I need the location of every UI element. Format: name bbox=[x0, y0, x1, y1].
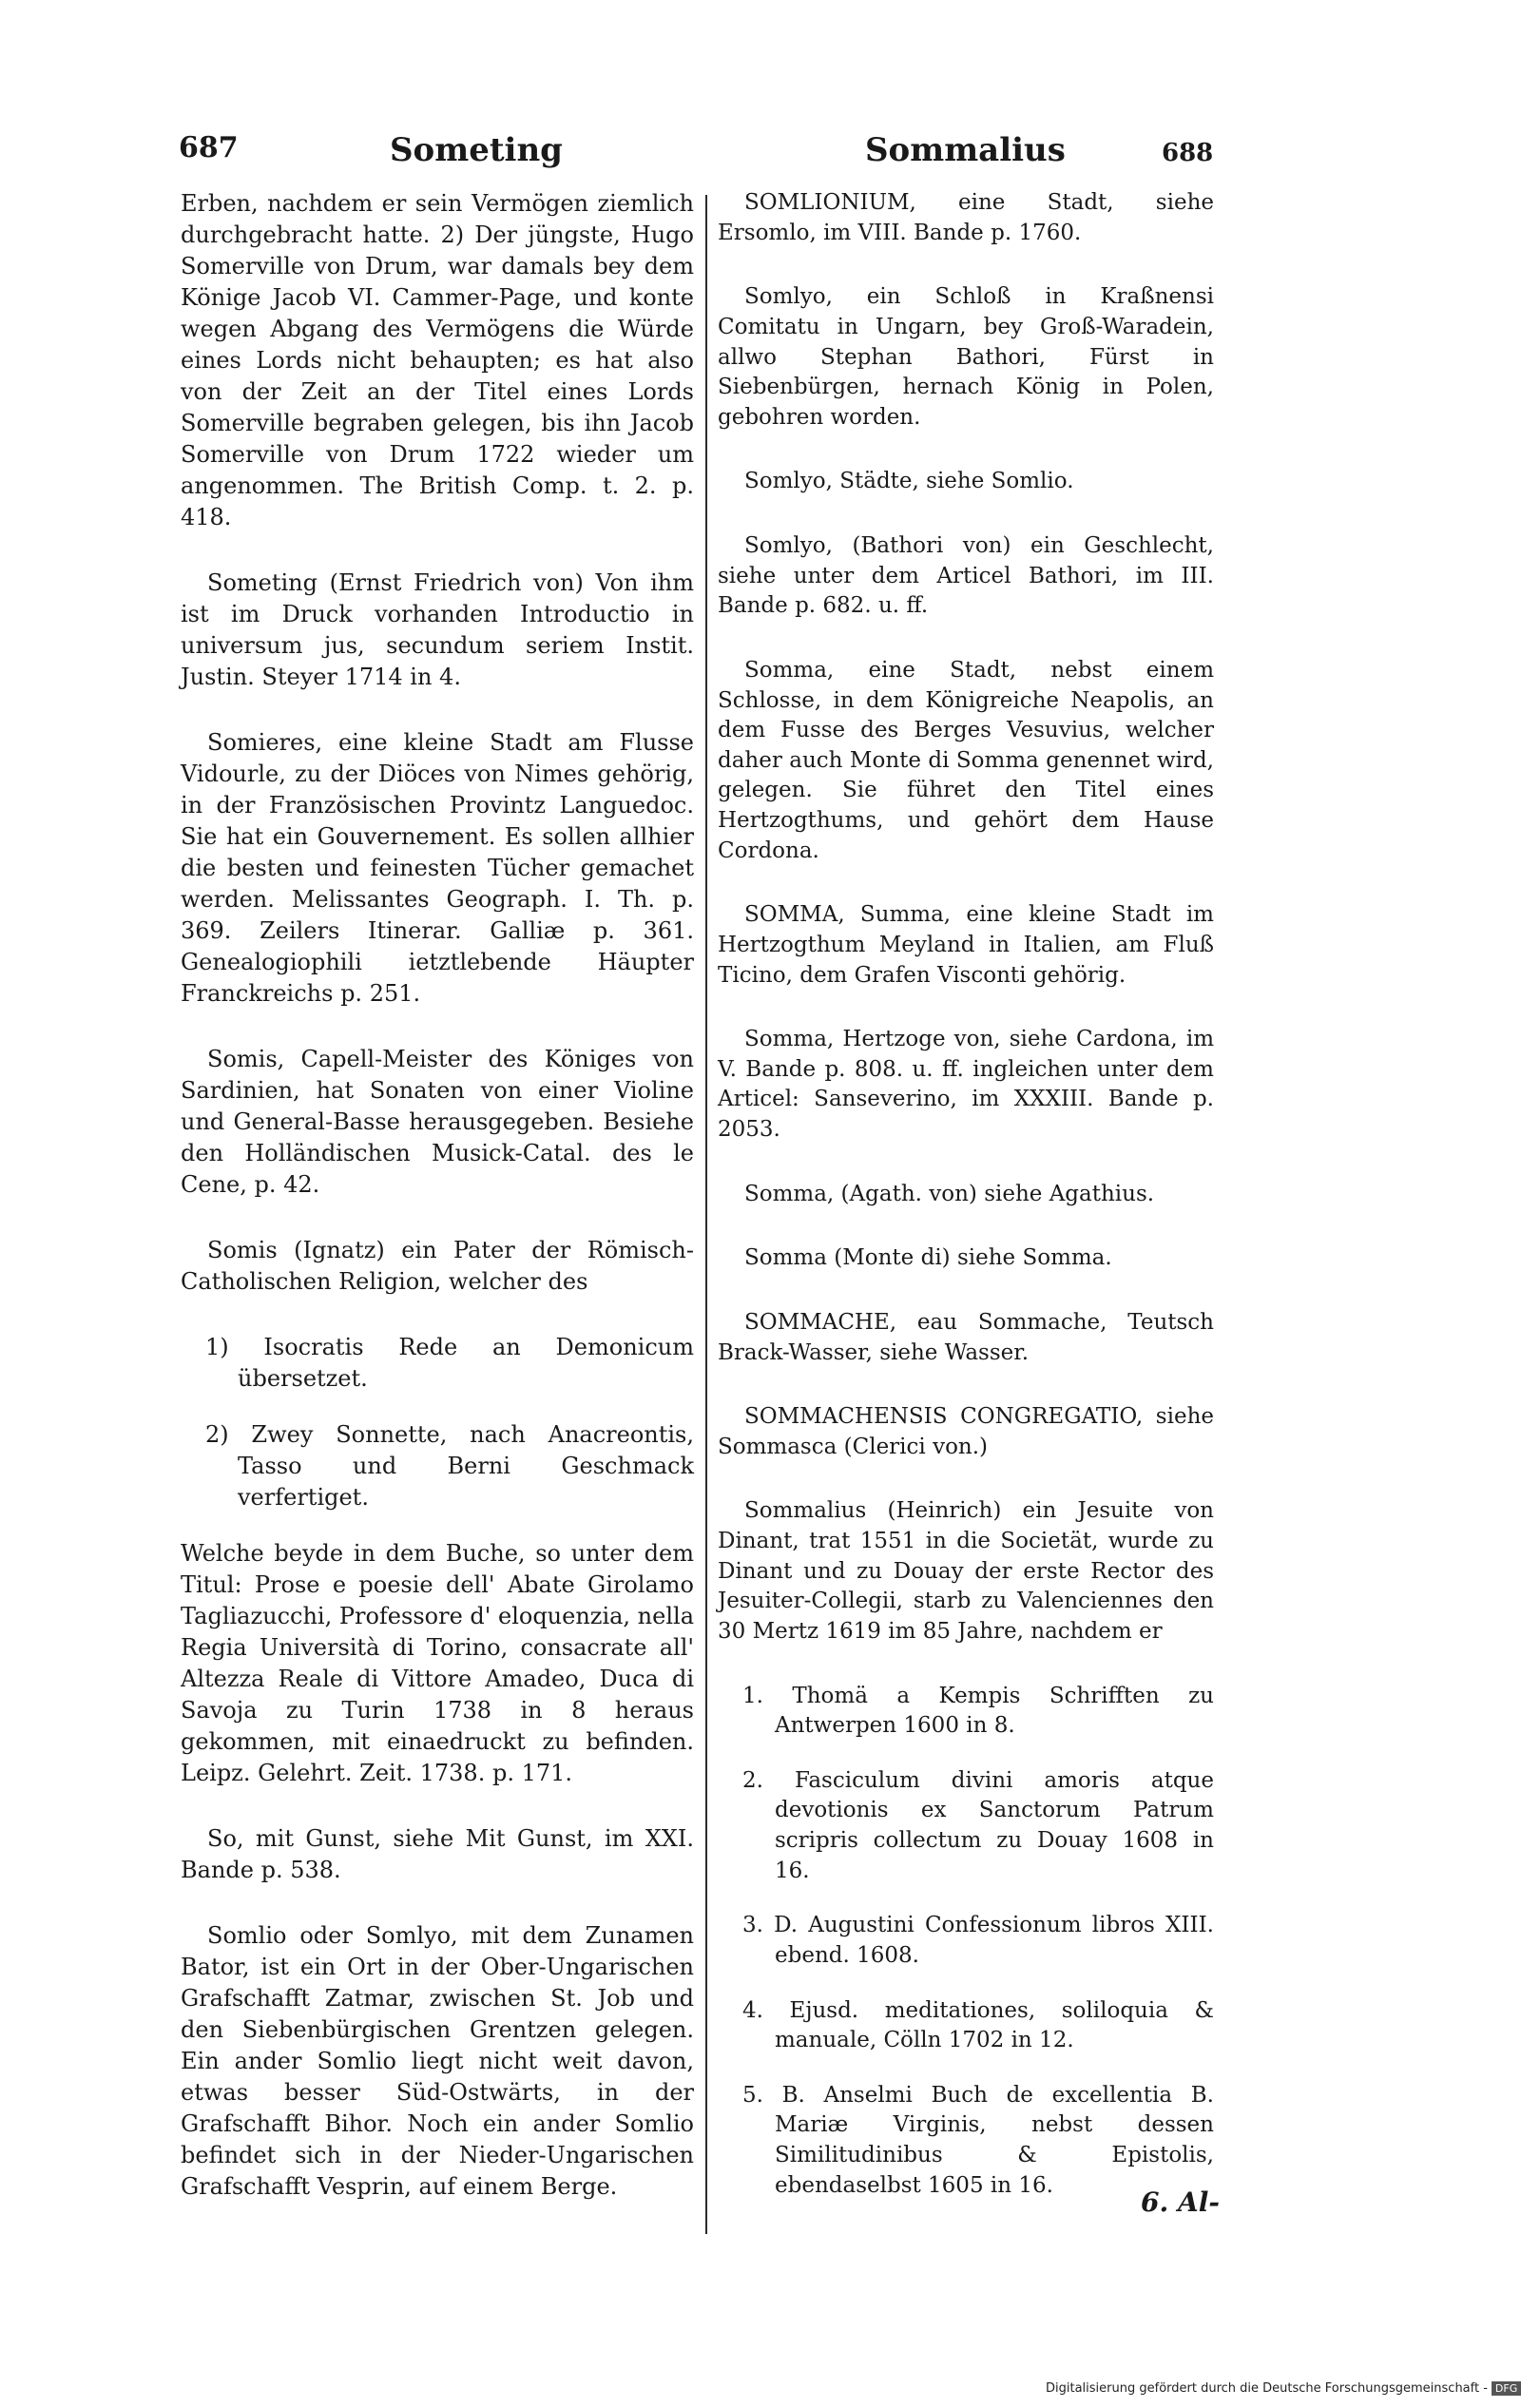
entry-paragraph: SOMLIONIUM, eine Stadt, siehe Ersomlo, im VIII. Bande p. 1760. bbox=[718, 190, 1214, 245]
entry-paragraph: Somma, Hertzoge von, siehe Cardona, im V. Bande p. 808. u. ff. ingleichen unter dem Articel: Sanseverino, im XXXIII. Bande p. 2053. bbox=[718, 1027, 1214, 1142]
entry-paragraph: SOMMA, Summa, eine kleine Stadt im Hertzogthum Meyland in Italien, am Fluß Ticino, dem Grafen Visconti gehörig. bbox=[718, 902, 1214, 988]
entry-paragraph: Somlio oder Somlyo, mit dem Zunamen Bator, ist ein Ort in der Ober-Ungarischen Grafschafft Zatmar, zwischen St. Job und den Siebenbürgischen Grentzen gelegen. Ein ander Somlio liegt nicht weit davon, etwas besser Süd-Ostwärts, in der Grafschafft Bihor. Noch ein ander Somlio befindet sich in der Nieder-Ungarischen Grafschafft Vesprin, auf einem Berge. bbox=[181, 1922, 694, 2200]
right-running-title: Sommalius bbox=[865, 131, 1066, 169]
entry-paragraph: Somis, Capell-Meister des Königes von Sardinien, hat Sonaten von einer Violine und General-Basse herausgegeben. Besiehe den Holländischen Musick-Catal. des le Cene, p. 42. bbox=[181, 1046, 694, 1198]
entry-paragraph: Somlyo, ein Schloß in Kraßnensi Comitatu in Ungarn, bey Groß-Waradein, allwo Stephan Bathori, Fürst in Siebenbürgen, hernach König in Polen, gebohren worden. bbox=[718, 284, 1214, 430]
left-page-number: 687 bbox=[179, 131, 239, 164]
digitization-footer bbox=[1046, 2381, 1518, 2402]
entry-paragraph: Welche beyde in dem Buche, so unter dem Titul: Prose e poesie dell' Abate Girolamo Tagliazucchi, Professore d' eloquenzia, nella Regia Università di Torino, consacrate all' Altezza Reale di Vittore Amadeo, Duca di Savoja zu Turin 1738 in 8 heraus gekommen, mit einaedruckt zu befinden. Leipz. Gelehrt. Zeit. 1738. p. 171. bbox=[181, 1540, 694, 1786]
list-item: 2) Zwey Sonnette, nach Anacreontis, Tasso und Berni Geschmack verfertiget. bbox=[205, 1421, 694, 1511]
dfg-logo: DFG bbox=[1492, 2381, 1521, 2396]
list-item: 5. B. Anselmi Buch de excellentia B. Mariæ Virginis, nebst dessen Similitudinibus & Epistolis, ebendaselbst 1605 in 16. bbox=[742, 2082, 1214, 2198]
right-column bbox=[718, 188, 1214, 2225]
entry-paragraph: Sommalius (Heinrich) ein Jesuite von Dinant, trat 1551 in die Societät, wurde zu Dinant und zu Douay der erste Rector des Jesuiter-Collegii, starb zu Valenciennes den 30 Mertz 1619 im 85 Jahre, nachdem er bbox=[718, 1498, 1214, 1644]
list-item: 2. Fasciculum divini amoris atque devotionis ex Sanctorum Patrum scripris collectum zu Douay 1608 in 16. bbox=[742, 1767, 1214, 1883]
column-divider bbox=[705, 195, 707, 2234]
entry-paragraph: Erben, nachdem er sein Vermögen ziemlich durchgebracht hatte. 2) Der jüngste, Hugo Somerville von Drum, war damals bey dem Könige Jacob VI. Cammer-Page, und konte wegen Abgang des Vermögens die Würde eines Lords nicht behaupten; es hat also von der Zeit an der Titel eines Lords Somerville begraben gelegen, bis ihn Jacob Somerville von Drum 1722 wieder um angenommen. The British Comp. t. 2. p. 418. bbox=[181, 190, 694, 530]
entry-paragraph: Somlyo, (Bathori von) ein Geschlecht, siehe unter dem Articel Bathori, im III. Bande p. 682. u. ff. bbox=[718, 533, 1214, 619]
footer-text: Digitalisierung gefördert durch die Deutsche Forschungsgemeinschaft - bbox=[1046, 2381, 1488, 2396]
entry-paragraph: Somma, (Agath. von) siehe Agathius. bbox=[744, 1181, 1155, 1206]
list-item: 1) Isocratis Rede an Demonicum übersetzet. bbox=[205, 1334, 694, 1392]
entry-paragraph: Somma (Monte di) siehe Somma. bbox=[744, 1245, 1112, 1271]
list-item: 1. Thomä a Kempis Schrifften zu Antwerpen 1600 in 8. bbox=[742, 1683, 1214, 1739]
page-header bbox=[0, 131, 1426, 184]
right-page-number: 688 bbox=[1162, 139, 1214, 167]
entry-paragraph: Somis (Ignatz) ein Pater der Römisch-Catholischen Religion, welcher des bbox=[181, 1237, 694, 1295]
entry-paragraph: Someting (Ernst Friedrich von) Von ihm ist im Druck vorhanden Introductio in universum jus, secundum seriem Instit. Justin. Steyer 1714 in 4. bbox=[181, 569, 694, 690]
entry-paragraph: Somma, eine Stadt, nebst einem Schlosse, in dem Königreiche Neapolis, an dem Fusse des Berges Vesuvius, welcher daher auch Monte di Somma genennet wird, gelegen. Sie führet den Titel eines Hertzogthums, und gehört dem Hause Cordona. bbox=[718, 657, 1214, 863]
entry-paragraph: So, mit Gunst, siehe Mit Gunst, im XXI. Bande p. 538. bbox=[181, 1825, 694, 1883]
catchword: 6. Al- bbox=[1141, 2186, 1220, 2218]
list-item: 4. Ejusd. meditationes, soliloquia & manuale, Cölln 1702 in 12. bbox=[742, 1997, 1214, 2053]
left-column bbox=[181, 188, 694, 2237]
entry-paragraph: SOMMACHE, eau Sommache, Teutsch Brack-Wasser, siehe Wasser. bbox=[718, 1309, 1214, 1365]
entry-paragraph: Somieres, eine kleine Stadt am Flusse Vidourle, zu der Diöces von Nimes gehörig, in der Französischen Provintz Languedoc. Sie hat ein Gouvernement. Es sollen allhier die besten und feinesten Tücher gemachet werden. Melissantes Geograph. I. Th. p. 369. Zeilers Itinerar. Galliæ p. 361. Genealogiophili ietztlebende Häupter Franckreichs p. 251. bbox=[181, 729, 694, 1007]
entry-paragraph: SOMMACHENSIS CONGREGATIO, siehe Sommasca (Clerici von.) bbox=[718, 1404, 1214, 1459]
entry-paragraph: Somlyo, Städte, siehe Somlio. bbox=[744, 469, 1074, 494]
list-item: 3. D. Augustini Confessionum libros XIII. ebend. 1608. bbox=[742, 1913, 1214, 1968]
left-running-title: Someting bbox=[390, 131, 563, 169]
